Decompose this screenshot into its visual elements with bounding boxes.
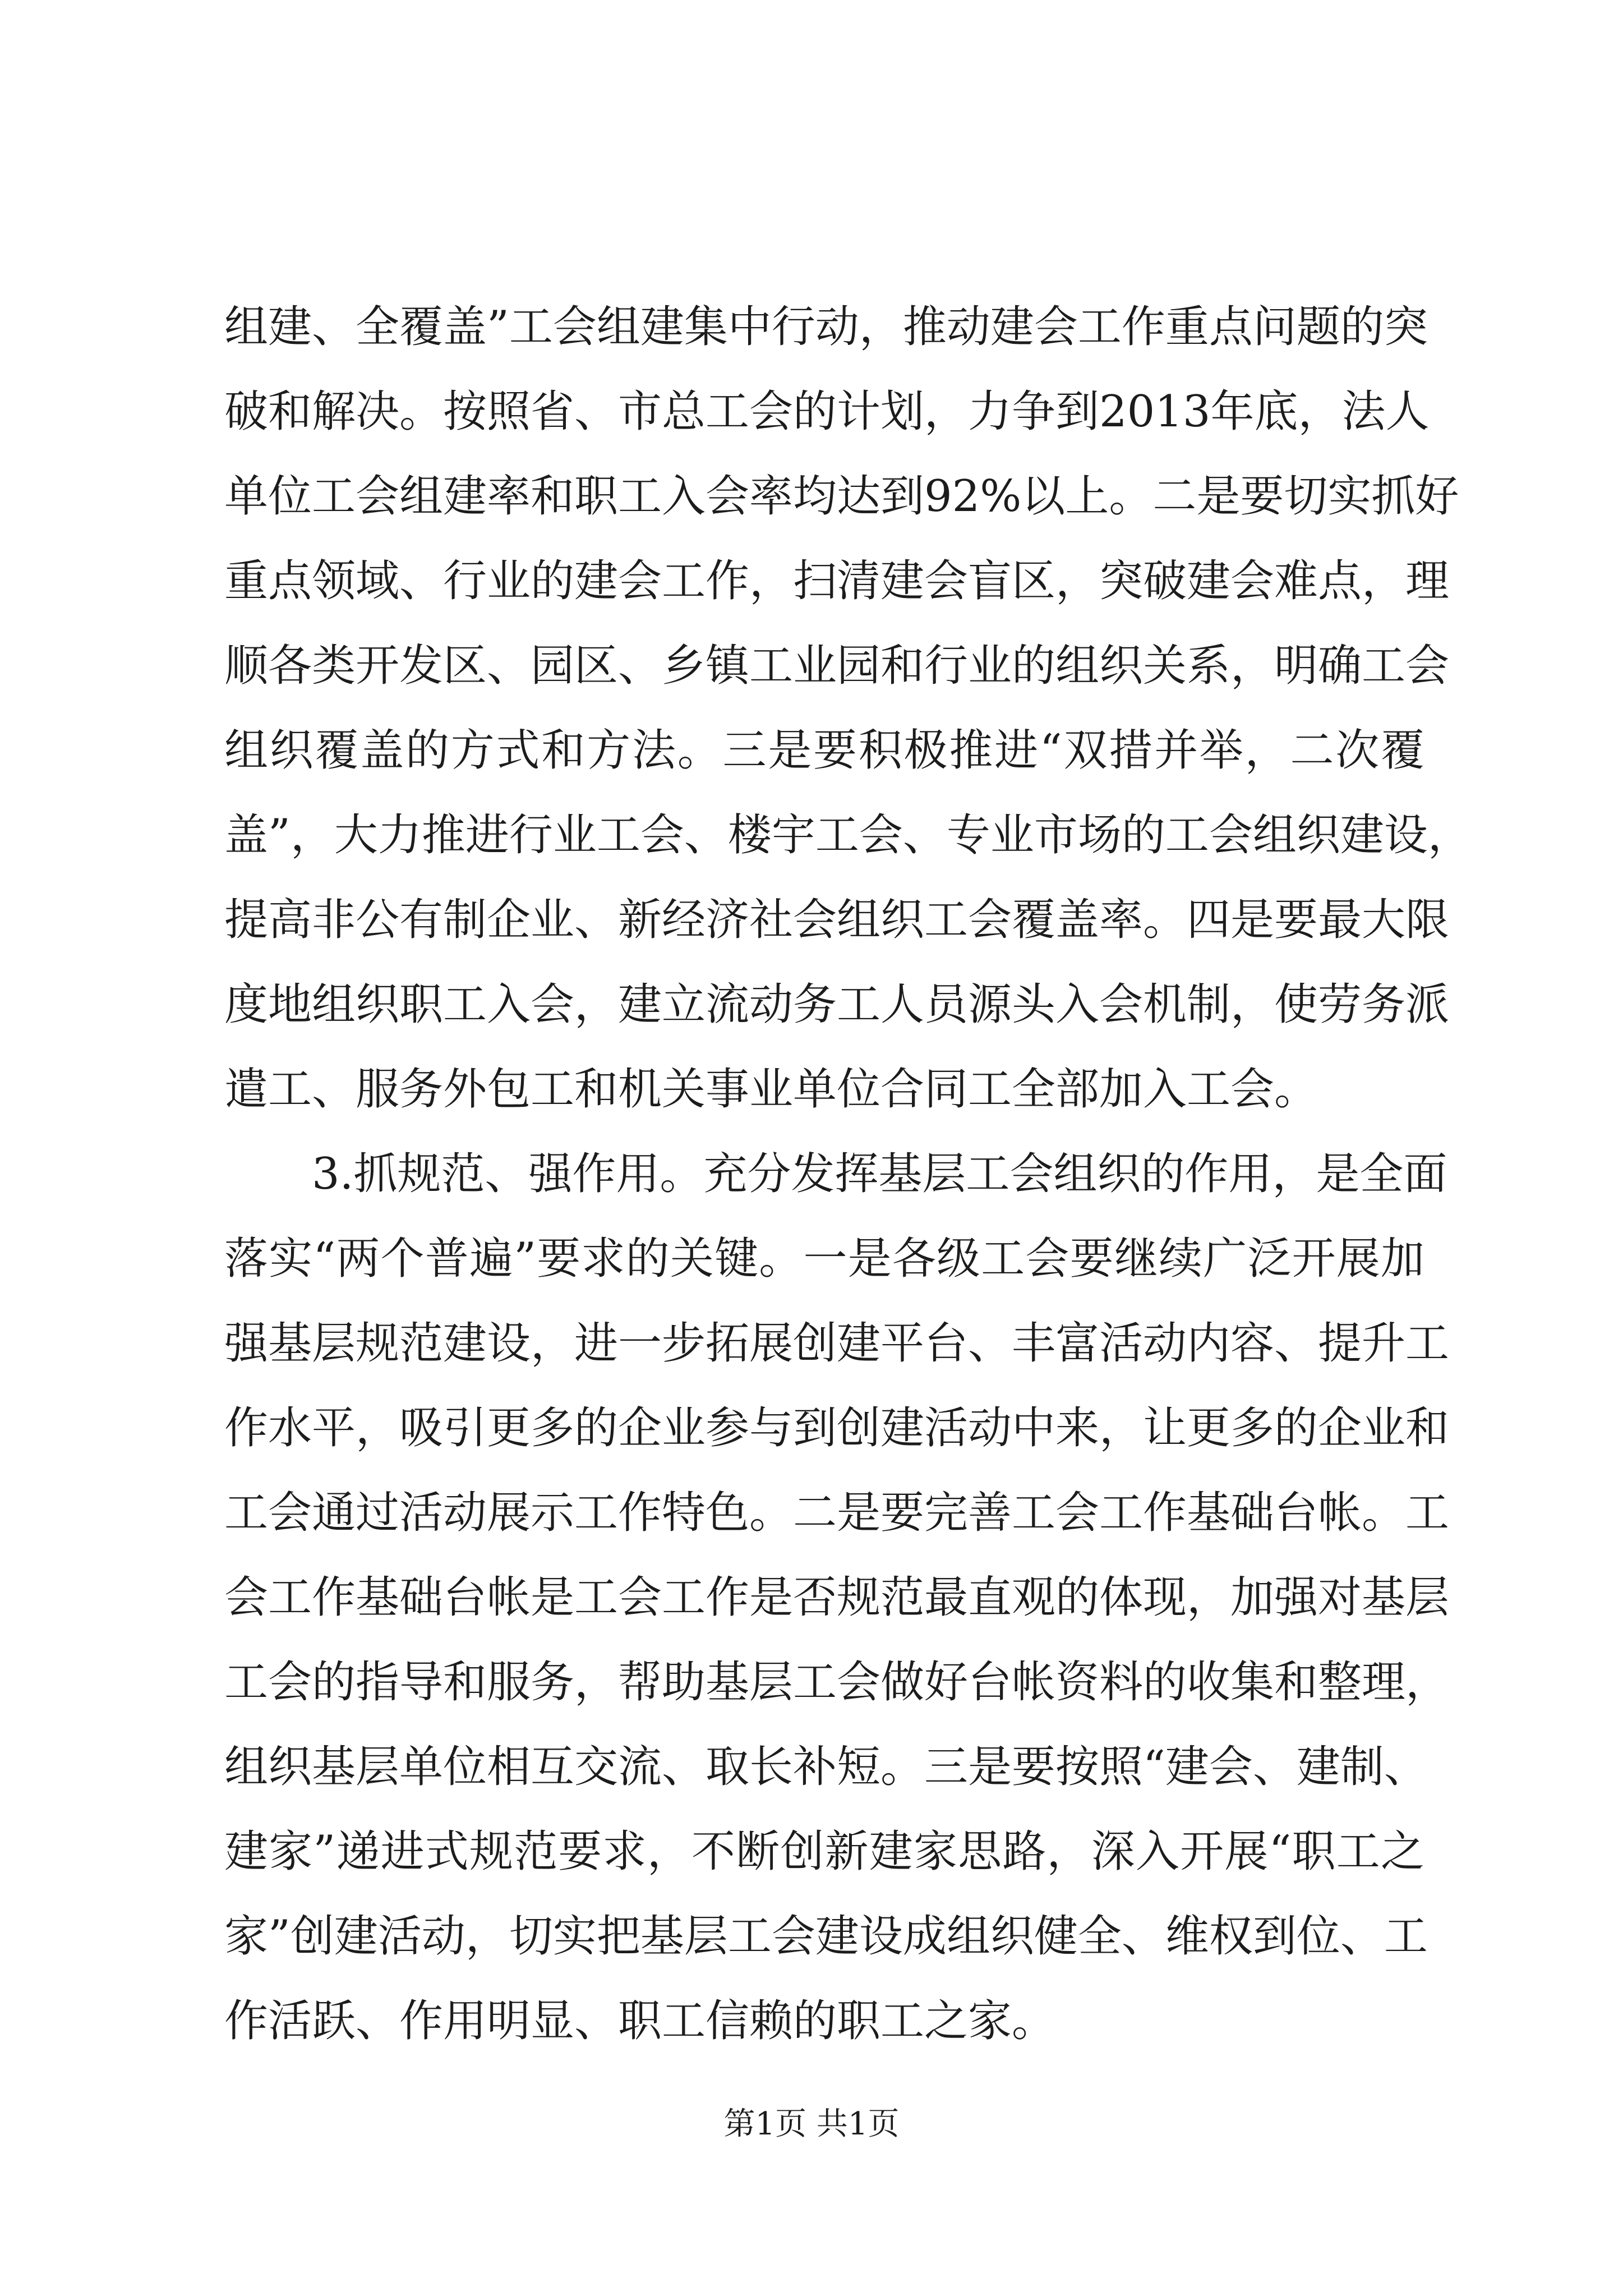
text-line: 盖”，大力推进行业工会、楼宇工会、专业市场的工会组织建设， [224,810,1472,861]
text-line: 作水平，吸引更多的企业参与到创建活动中来，让更多的企业和 [224,1403,1450,1453]
text-line: 破和解决。按照省、市总工会的计划，力争到2013年底，法人 [224,386,1430,437]
text-line: 会工作基础台帐是工会工作是否规范最直观的体现，加强对基层 [224,1572,1450,1623]
text-line: 度地组织职工入会，建立流动务工人员源头入会机制，使劳务派 [224,979,1450,1030]
document-body [224,285,1472,2064]
text-line: 顺各类开发区、园区、乡镇工业园和行业的组织关系，明确工会 [224,641,1450,691]
text-line: 作活跃、作用明显、职工信赖的职工之家。 [224,1996,1056,2046]
text-line: 重点领域、行业的建会工作，扫清建会盲区，突破建会难点，理 [224,556,1450,606]
text-line: 3.抓规范、强作用。充分发挥基层工会组织的作用，是全面 [312,1149,1447,1199]
text-line: 遣工、服务外包工和机关事业单位合同工全部加入工会。 [224,1064,1318,1115]
text-line: 组建、全覆盖”工会组建集中行动，推动建会工作重点问题的突 [224,302,1428,352]
text-line: 工会的指导和服务，帮助基层工会做好台帐资料的收集和整理， [224,1657,1450,1708]
page-number-footer: 第1页 共1页 [723,2106,900,2142]
text-line: 组织覆盖的方式和方法。三是要积极推进“双措并举，二次覆 [224,725,1424,776]
text-line: 提高非公有制企业、新经济社会组织工会覆盖率。四是要最大限 [224,895,1450,945]
text-line: 组织基层单位相互交流、取长补短。三是要按照“建会、建制、 [224,1742,1428,1792]
text-line: 工会通过活动展示工作特色。二是要完善工会工作基础台帐。工 [224,1488,1450,1538]
text-line: 家”创建活动，切实把基层工会建设成组织健全、维权到位、工 [224,1911,1428,1962]
text-line: 建家”递进式规范要求，不断创新建家思路，深入开展“职工之 [224,1826,1424,1877]
paragraph [224,1132,1450,2064]
paragraph [224,285,1472,1132]
text-line: 单位工会组建率和职工入会率均达到92%以上。二是要切实抓好 [224,471,1459,522]
text-line: 落实“两个普遍”要求的关键。一是各级工会要继续广泛开展加 [224,1234,1424,1284]
text-line: 强基层规范建设，进一步拓展创建平台、丰富活动内容、提升工 [224,1318,1450,1369]
